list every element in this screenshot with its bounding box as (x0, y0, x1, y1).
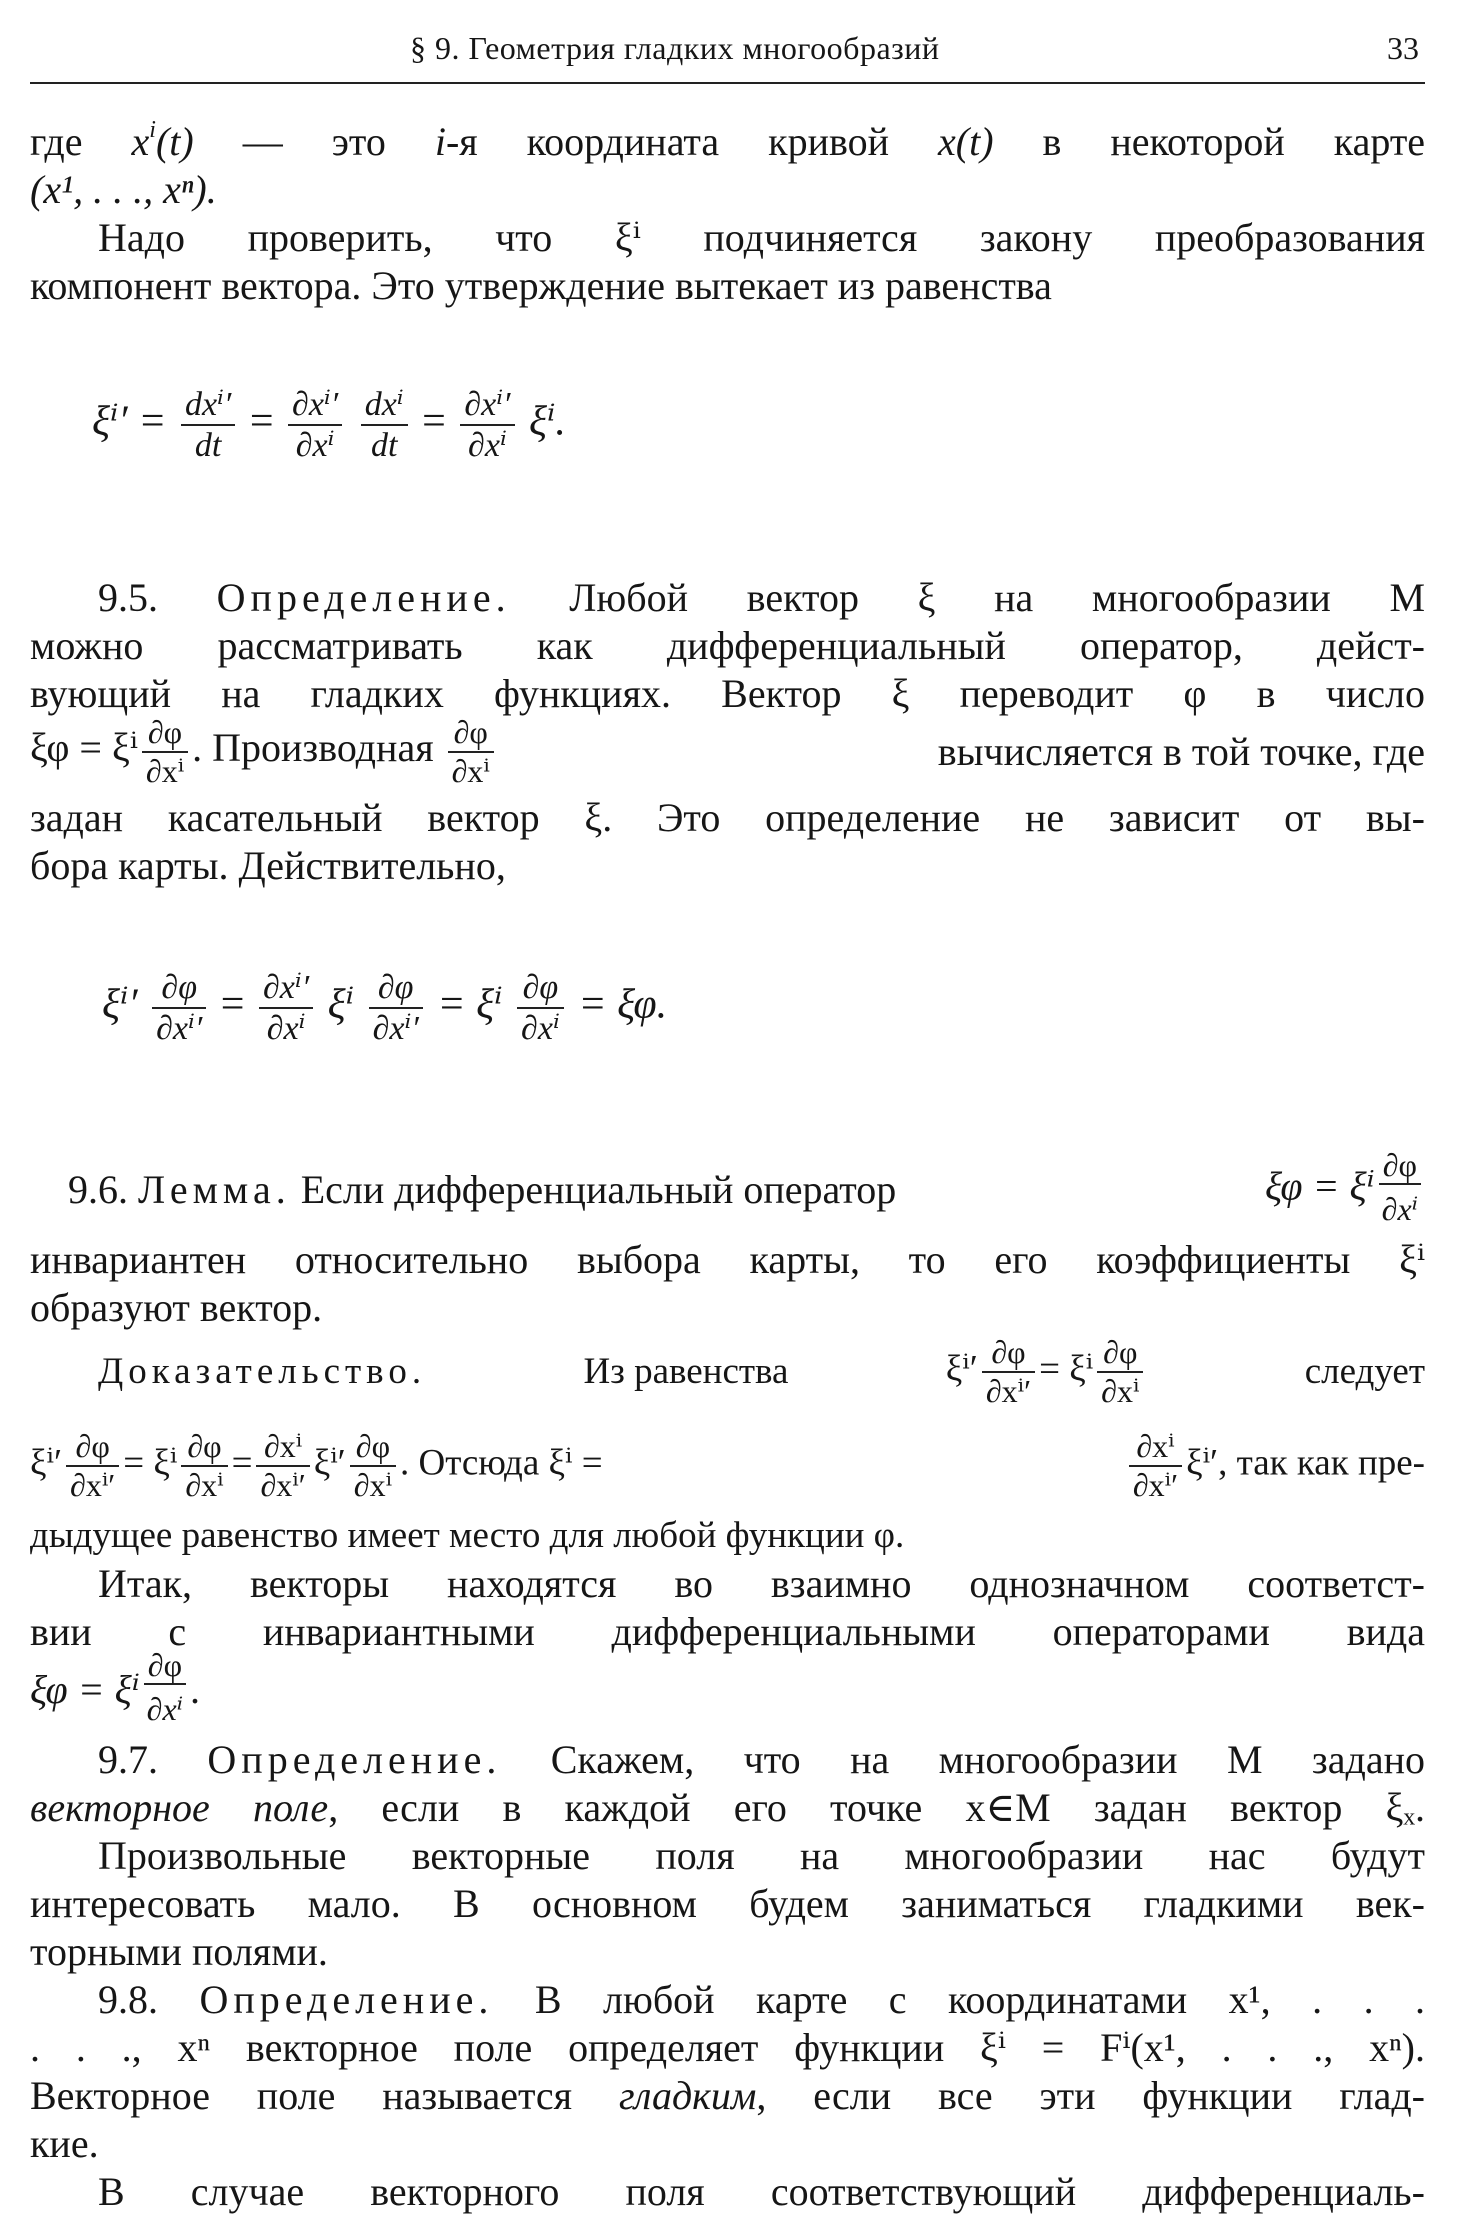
paragraph-line: бора карты. Действительно, (30, 843, 506, 888)
running-title: § 9. Геометрия гладких многообразий (410, 30, 940, 66)
paragraph-line: вии с инвариантными дифференциальными операторами вида (30, 1609, 1425, 1654)
paragraph-line: компонент вектора. Это утверждение вытекает из равенства (30, 263, 1052, 308)
book-page (30, 0, 1425, 2228)
paragraph-line: интересовать мало. В основном будем заниматься гладкими век- (30, 1881, 1425, 1926)
definition-9-8: 9.8. Определение. В любой карте с координатами x¹, . . . (98, 1977, 1426, 2022)
paragraph-line: инвариантен относительно выбора карты, то его коэффициенты ξⁱ (30, 1237, 1425, 1282)
paragraph-line: ξφ = ξⁱ $\frac{\partial\varphi}{\text{∂xⁱ}}$ . (30, 1646, 201, 1728)
paragraph-line: ξφ = ξⁱ $\frac{\partial\varphi}{\text{∂xⁱ}}$ . Производная $\frac{\partial\varphi}{\text{∂xⁱ}}$ вычисляется в той точке, где (30, 714, 1425, 789)
display-equation-1: ξⁱ′ = $\frac{\text{dxⁱ′}}{dt}$ = $\frac{\text{∂xⁱ′}}{\text{∂xⁱ}}$ $\frac{\text{dxⁱ}}{dt}$ = $\frac{\text{∂xⁱ′}}{\text{∂xⁱ}}$ ξⁱ. (92, 386, 566, 465)
definition-9-5: 9.5. Определение. Любой вектор ξ на многообразии M (98, 575, 1426, 620)
paragraph-line: торными полями. (30, 1929, 328, 1974)
proof-line: дыдущее равенство имеет место для любой функции φ. (30, 1515, 905, 1556)
paragraph-line: Надо проверить, что ξⁱ подчиняется закону преобразования (98, 215, 1425, 260)
paragraph-line: Итак, векторы находятся во взаимно однозначном соответст- (98, 1561, 1425, 1606)
definition-9-7: 9.7. Определение. Скажем, что на многообразии M задано (98, 1737, 1425, 1782)
paragraph-line: (x¹, . . ., xⁿ). (30, 167, 217, 212)
display-equation-2: ξⁱ′ $\frac{\partial\varphi}{\text{∂xⁱ′}}$ = $\frac{\text{∂xⁱ′}}{\text{∂xⁱ}}$ ξⁱ $\frac{\partial\varphi}{\text{∂xⁱ′}}$ = ξⁱ $\frac{\partial\varphi}{\text{∂xⁱ}}$ = ξφ. (102, 969, 668, 1048)
paragraph-line: где $x^i(t)$ — это i-я координата кривой x(t) в некоторой карте (30, 117, 1426, 164)
paragraph-line: Произвольные векторные поля на многообразии нас будут (98, 1833, 1425, 1878)
page-number: 33 (1387, 30, 1419, 66)
paragraph-line: . . ., xⁿ векторное поле определяет функции ξⁱ = Fⁱ(x¹, . . ., xⁿ). (30, 2025, 1425, 2070)
paragraph-line: образуют вектор. (30, 1285, 323, 1330)
proof-line: ξⁱ′ $\frac{\partial\varphi}{\text{∂xⁱ′}}$ = ξⁱ $\frac{\partial\varphi}{\text{∂xⁱ}}$ = $\frac{\text{∂xⁱ}}{\text{∂xⁱ′}}$ ξⁱ′ $\frac{\partial\varphi}{\text{∂xⁱ}}$ . Отсюда ξⁱ = $\frac{\text{∂xⁱ}}{\text{∂xⁱ′}}$ ξⁱ′, так как пре- (30, 1428, 1425, 1503)
paragraph-line: вующий на гладких функциях. Вектор ξ переводит φ в число (30, 671, 1425, 716)
paragraph-line: Векторное поле называется гладким, если все эти функции глад- (30, 2073, 1426, 2118)
proof-line: Доказательство. Из равенства ξⁱ′ $\frac{\partial\varphi}{\text{∂xⁱ′}}$ = ξⁱ $\frac{\partial\varphi}{\text{∂xⁱ}}$ следует (98, 1334, 1425, 1409)
paragraph-line: можно рассматривать как дифференциальный оператор, дейст- (30, 623, 1425, 668)
paragraph-line: В случае векторного поля соответствующий дифференциаль- (98, 2169, 1425, 2214)
paragraph-line: векторное поле, если в каждой его точке x∈M задан вектор ξₓ. (30, 1785, 1425, 1830)
running-head (30, 30, 1425, 84)
paragraph-line: задан касательный вектор ξ. Это определение не зависит от вы- (30, 795, 1425, 840)
lemma-9-6: 9.6. Лемма. Если дифференциальный оператор ξφ = ξⁱ $\frac{\partial\varphi}{\text{∂xⁱ}}$ (30, 1150, 1425, 1230)
paragraph-line: кие. (30, 2121, 99, 2166)
